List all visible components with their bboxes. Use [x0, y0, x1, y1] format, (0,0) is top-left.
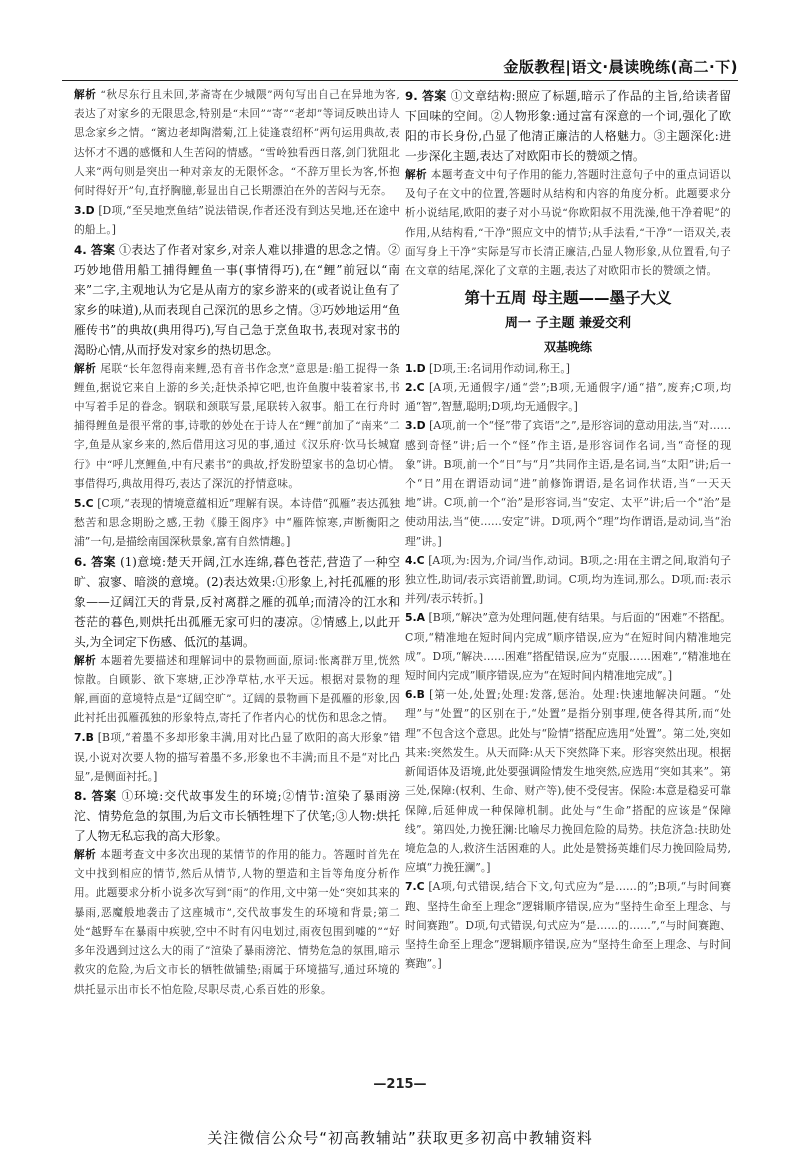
item-text: 本题考查文中多次出现的某情节的作用的能力。答题时首先在文中找到相应的情节,然后从情节,人物的塑造和主旨等角度分析作用。此题要求分析小说多次写到“雨”的作用,文中第一处“突如其来的暴雨,恶魔般地袭击了这座城市”,交代故事发生的环境和背景;第二处“越野车在暴雨中疾驶,空中不时有闪电划过,雨夜包围到嘘的”“好多年没遇到过这么大的雨了”渲染了暴雨滂沱、情势危急的氛围,暗示救灾的危险,为后文市长的牺牲做铺垫;雨属于环境描写,通过环境的烘托显示出市长不怕危险,尽职尽责,心系百姓的形象。: [74, 849, 400, 996]
item-label: 解析: [74, 849, 97, 862]
answer-item: [405, 608, 731, 685]
item-label: 6.B: [405, 688, 425, 702]
item-label: 4.C: [405, 553, 425, 567]
page-number: —215—: [373, 1077, 427, 1092]
item-text: [A项,前一个“怪”带了宾语“之”,是形容词的意动用法,当“对……感到奇怪”讲;后一个“怪”作主语,是形容词作名词,当“奇怪的现象”讲。B项,前一个“日”与“月”共同作主语,是名词,当“太阳”讲;后一个“日”用在谓语动词“进”前修饰谓语,是名词作状语,当“一天天地”讲。C项,前一个“治”是形容词,当“安定、太平”讲;后一个“治”是使动用法,当“使……安定”讲。D项,两个“理”均作谓语,是动词,当“治理”讲。]: [405, 419, 731, 548]
answer-item: [74, 201, 400, 239]
item-label: 9. 答案: [405, 89, 447, 103]
item-label: 2.C: [405, 381, 425, 395]
analysis-paragraph: [74, 360, 400, 494]
answer-item: [74, 728, 400, 786]
item-text: (1)意境:楚天开阔,江水连绵,暮色苍茫,营造了一种空旷、寂寥、暗淡的意境。(2)表达效果:①形象上,衬托孤雁的形象——辽阔江天的背景,反衬离群之雁的孤单;而清冷的江水和苍茫的暮色,则烘托出孤雁无家可归的凄凉。②情感上,以此开头,为全词定下伤感、低沉的基调。: [74, 554, 400, 649]
answer-item: [74, 494, 400, 552]
item-text: [A项,句式错误,结合下文,句式应为“是……的”;B项,“与时间赛跑、坚持生命至上理念”逻辑顺序错误,应为“坚持生命至上理念、与时间赛跑”。D项,句式错误,句式应为“是……的……”,“与时间赛跑、坚持生命至上理念”逻辑顺序错误,应为“坚持生命至上理念、与时间赛跑”。]: [405, 880, 731, 971]
footer-note: 关注微信公众号“初高教辅站”获取更多初高中教辅资料: [207, 1129, 593, 1147]
item-label: 解析: [74, 654, 97, 667]
item-label: 6. 答案: [74, 554, 116, 569]
page-header-title: 金版教程|语文·晨读晚练(高二·下): [503, 58, 738, 76]
item-label: 5.A: [405, 611, 425, 625]
analysis-paragraph: [74, 652, 400, 729]
answer-item: [405, 685, 731, 877]
answer-item: [405, 877, 731, 973]
item-label: 解析: [74, 362, 97, 375]
item-label: 7.C: [405, 880, 425, 894]
analysis-paragraph: [74, 846, 400, 1000]
item-text: ①环境:交代故事发生的环境;②情节:渲染了暴雨滂沱、情势危急的氛围,为后文市长牺牲埋下了伏笔;③人物:烘托了人物无私忘我的高大形象。: [74, 789, 400, 844]
item-label: 5.C: [74, 497, 94, 511]
left-column: [74, 86, 400, 1000]
analysis-paragraph: [74, 86, 400, 201]
item-text: [C项,“表现的情境意蕴相近”理解有误。本诗借“孤雁”表达孤独愁苦和思念期盼之感,王勃《滕王阁序》中“雁阵惊寒,声断衡阳之浦”一句,是描绘南国深秋景象,富有自然情趣。]: [74, 497, 400, 549]
item-label: 8. 答案: [74, 789, 117, 804]
day-subtitle: 周一 子主题 兼爱交利: [504, 316, 632, 332]
answer-paragraph: [74, 240, 400, 360]
answer-item: [405, 378, 731, 416]
item-label: 解析: [74, 89, 97, 101]
item-text: “秋尽东行且未回,茅斋寄在少城隈”两句写出自己在异地为客,表达了对家乡的无限思念,特别是“未回”“寄”“老却”等词反映出诗人思念家乡之情。“篱边老却陶潜菊,江上徒逢袁绍杯”两句运用典故,表达怀才不遇的感慨和人生苦闷的情感。“雪岭独看西日落,剑门犹阻北人来”两句则是突出一种对亲友的无限怀念。“不辞万里长为客,怀抱何时得好开”句,直抒胸臆,彰显出自己长期漂泊在外的苦闷与无奈。: [74, 89, 401, 198]
answer-paragraph: [74, 552, 400, 652]
right-column: [405, 86, 731, 973]
item-text: ①文章结构:照应了标题,暗示了作品的主旨,给读者留下回味的空间。②人物形象:通过富有深意的一个词,强化了欧阳的市长身份,凸显了他清正廉洁的人格魅力。③主题深化:进一步深化主题,表达了对欧阳市长的赞颂之情。: [405, 89, 731, 163]
item-label: 4. 答案: [74, 242, 116, 257]
item-label: 7.B: [74, 731, 94, 745]
item-label: 3.D: [74, 204, 95, 218]
item-text: [D项,王:名词用作动词,称王。]: [429, 361, 570, 375]
item-text: 本题考查文中句子作用的能力,答题时注意句子中的重点词语以及句子在文中的位置,答题时从结构和内容的角度分析。此题要求分析小说结尾,欧阳的妻子对小马说“你欧阳叔不用洗澡,他干净着呢”的作用,从结构看,“干净”照应文中的情节;从手法看,“干净”一语双关,表面写身上干净”实际是写市长清正廉洁,凸显人物形象,从位置看,句子在文章的结尾,深化了文章的主题,表达了对欧阳市长的赞颂之情。: [405, 169, 732, 278]
item-text: [A项,为:因为,介词/当作,动词。B项,之:用在主谓之间,取消句子独立性,助词/表示宾语前置,助词。C项,均为连词,那么。D项,而:表示并列/表示转折。]: [405, 553, 731, 606]
item-text: [第一处,处置;处理:发落,惩治。处理:快速地解决问题。“处理”与“处置”的区别在于,“处置”是指分别事理,使各得其所,而“处理”不包含这个意思。此处与“险情”搭配应选用“处置”。第二处,突如其来:突然发生。从天而降:从天下突然降下来。形容突然出现。根据新闻语体及语境,此处要强调险情发生地突然,应选用“突如其来”。第三处,保障:(权利、生命、财产等),使不受侵害。保险:本意是稳妥可靠保障,后延伸成一种保障机制。此处与“生命”搭配的应该是“保障线”。第四处,力挽狂澜:比喻尽力挽回危险的局势。扶危济急:扶助处境危急的人,救济生活困难的人。此处是赞扬英雄们尽力挽回险局势,应填“力挽狂澜”。]: [405, 688, 731, 875]
item-text: [A项,无通假字/通“尝”;B项,无通假字/通“措”,废弃;C项,均通“智”,智慧,聪明;D项,均无通假字。]: [405, 381, 732, 414]
answer-paragraph: [405, 86, 731, 166]
item-text: ①表达了作者对家乡,对亲人难以排遣的思念之情。②巧妙地借用船工捕得鲤鱼一事(事情得巧),在“鲤”前冠以“南来”二字,主观地认为它是从南方的家乡游来的(或者说让鱼有了家乡的味道),从而表现自己深沉的思乡之情。③巧妙地运用“鱼雁传书”的典故(典用得巧),写自己急于烹鱼取书,表现对家书的渴盼心情,从而抒发对家乡的热切思念。: [74, 242, 400, 357]
item-label: 1.D: [405, 361, 426, 375]
section-title: 双基晚练: [543, 339, 592, 354]
answer-item: [405, 551, 731, 609]
item-label: 解析: [405, 169, 427, 181]
answer-paragraph: [74, 786, 400, 846]
item-text: [B项,“着墨不多却形象丰满,用对比凸显了欧阳的高大形象”错误,小说对次要人物的描写着墨不多,形象也不丰满;而且不是“对比凸显”,是侧面衬托。]: [74, 731, 400, 783]
answer-item: [405, 416, 731, 550]
item-text: [D项,“至吴地烹鱼结”说法错误,作者还没有到达吴地,还在途中的船上。]: [74, 204, 400, 237]
item-label: 3.D: [405, 419, 426, 433]
item-text: [B项,“解决”意为处理问题,使有结果。与后面的“困难”不搭配。C项,“精准地在短时间内完成”顺序错误,应为“在短时间内精准地完成”。D项,“解决……困难”搭配错误,应为“克服……困难”,“精准地在短时间内完成”顺序错误,应为“在短时间内精准地完成”。]: [405, 611, 731, 683]
item-text: 本题着先要描述和理解词中的景物画面,原词:怅离群万里,恍然惊散。自顾影、欲下寒塘,正沙净草枯,水平天远。根据对景物的理解,画面的意境特点是“辽阔空旷”。辽阔的景物画下是孤雁的形象,因此衬托出孤雁孤独的形象特点,寄托了作者内心的忧伤和思念之情。: [74, 654, 400, 725]
analysis-paragraph: [405, 166, 731, 281]
header-divider: [62, 80, 738, 81]
answer-item: [405, 359, 731, 378]
week-title: 第十五周 母主题——墨子大义: [464, 289, 672, 308]
item-text: 尾联“长年忽得南来鲤,恐有音书作念烹”意思是:船工捉得一条鲤鱼,据说它来自上游的乡关;赶快杀掉它吧,也许鱼腹中装着家书,书中写着手足的眷念。钢联和颈联写景,尾联转入叙事。船工在行舟时捕得鲤鱼是很平常的事,诗歌的妙处在于诗人在“鲤”前加了“南来”二字,鱼是从家乡来的,然后借用这习见的事,通过《汉乐府·饮马长城窟行》中“呼儿烹鲤鱼,中有尺素书”的典故,抒发盼望家书的急切心情。事借得巧,典故用得巧,表达了深沉的抒情意味。: [74, 362, 400, 490]
